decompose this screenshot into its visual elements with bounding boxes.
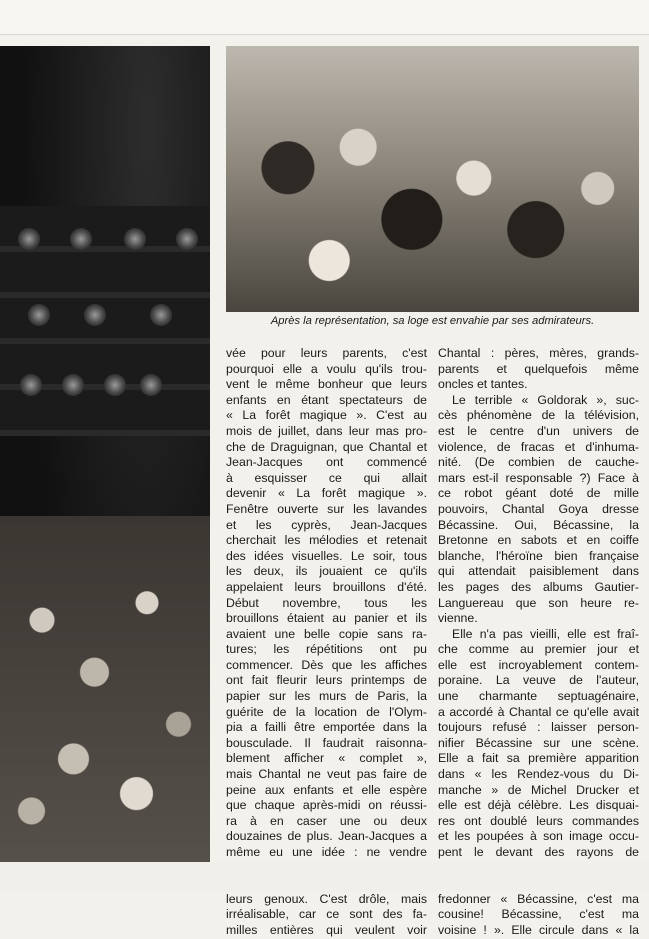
text-line: avaient une belle copie sans ra- bbox=[226, 626, 427, 641]
paragraph bbox=[438, 346, 639, 393]
text-line: pouvoirs, Chantal Goya dresse bbox=[438, 501, 639, 516]
text-line: ce robot géant doté de mille bbox=[438, 486, 639, 501]
paragraph bbox=[438, 393, 639, 627]
text-line: manche » de Michel Drucker et bbox=[438, 782, 639, 797]
text-line: Jean-Jacques ont commencé bbox=[226, 455, 427, 470]
text-line: douzaines de plus. Jean-Jacques a bbox=[226, 829, 427, 844]
text-line: bousculade. Il faudrait raisonna- bbox=[226, 735, 427, 750]
text-line: tures; les répétitions ont pu bbox=[226, 642, 427, 657]
photo-caption: Après la représentation, sa loge est envahie par ses admirateurs. bbox=[270, 315, 595, 327]
text-line: Elle n'a pas vieilli, elle est fraî- bbox=[452, 626, 639, 641]
spotlight-icon bbox=[18, 228, 40, 250]
spotlight-icon bbox=[104, 374, 126, 396]
text-line: vienne. bbox=[438, 611, 478, 626]
text-line: parents et quelquefois même bbox=[438, 361, 639, 376]
text-line: cousine! Bécassine, c'est ma bbox=[438, 907, 639, 922]
text-line: Bécassine. Oui, Bécassine, la bbox=[438, 517, 639, 532]
spotlight-icon bbox=[150, 304, 172, 326]
text-line: milles entières qui veulent voir bbox=[226, 922, 427, 937]
text-line: elle est déjà célèbre. Les disquai- bbox=[438, 798, 639, 813]
text-line: papier sur les murs de Paris, la bbox=[226, 689, 427, 704]
spotlight-icon bbox=[176, 228, 198, 250]
text-line: fredonner « Bécassine, c'est ma bbox=[438, 891, 639, 906]
text-line: leurs genoux. C'est drôle, mais bbox=[226, 891, 427, 906]
admirers-group bbox=[226, 106, 639, 312]
text-line: les pages des albums Gautier- bbox=[438, 579, 639, 594]
text-line: à esquisser ce qui allait bbox=[226, 470, 427, 485]
text-line: a accordé à Chantal ce qu'elle avait bbox=[438, 704, 639, 719]
text-line: poraine. La veuve de l'auteur, bbox=[438, 673, 639, 688]
text-line: et les poupées à son image occu- bbox=[438, 829, 639, 844]
text-line: vée pour leurs parents, c'est bbox=[226, 346, 427, 360]
text-line: elle est incroyablement contem- bbox=[438, 657, 639, 672]
spotlight-icon bbox=[124, 228, 146, 250]
text-line: che de Draguignan, que Chantal et bbox=[226, 439, 427, 454]
text-line: mars est-il responsable ?) Face à bbox=[438, 470, 639, 485]
text-line: des idées visuelles. Le soir, tous bbox=[226, 548, 427, 563]
dressing-room-photo bbox=[226, 46, 639, 312]
text-line: ont fait fleurir leurs printemps de bbox=[226, 673, 427, 688]
text-line: vent le même bonheur que leurs bbox=[226, 377, 427, 392]
text-line: mais Chantal ne veut pas faire de bbox=[226, 767, 427, 782]
text-line: cherchait les mélodies et retenait bbox=[226, 533, 427, 548]
text-line: enfants en étant spectateurs de bbox=[226, 392, 427, 407]
text-line: res ont doublé leurs commandes bbox=[438, 813, 639, 828]
text-line: qui attendait paisiblement dans bbox=[438, 564, 639, 579]
text-line: les deux, ils jouaient ce qu'ils bbox=[226, 564, 427, 579]
text-line: pia a failli être emportée dans la bbox=[226, 720, 427, 735]
text-line: dans « les Rendez-vous du Di- bbox=[438, 767, 639, 782]
text-line: que chaque après-midi on réussi- bbox=[226, 798, 427, 813]
text-line: « La forêt magique ». C'est au bbox=[226, 408, 427, 423]
text-line: irréalisable, car ce sont des fa- bbox=[226, 907, 427, 922]
text-line: peine aux enfants et elle espère bbox=[226, 782, 427, 797]
text-line: violence, de fracas et d'inhuma- bbox=[438, 439, 639, 454]
children-audience bbox=[0, 516, 210, 863]
text-line: nité. (De combien de cauche- bbox=[438, 455, 639, 470]
text-line: mois de juillet, dans leur mas pro- bbox=[226, 423, 427, 438]
spotlight-icon bbox=[62, 374, 84, 396]
page-top-margin bbox=[0, 0, 649, 34]
text-line: Elle a fait sa première apparition bbox=[438, 751, 639, 766]
text-line: brouillons étaient au panier et ils bbox=[226, 611, 427, 626]
spotlight-icon bbox=[70, 228, 92, 250]
text-line: commencer. Dès que les affiches bbox=[226, 657, 427, 672]
text-column-middle bbox=[226, 346, 427, 939]
audience-photo bbox=[0, 46, 210, 863]
spotlight-icon bbox=[140, 374, 162, 396]
text-line: appelaient leurs brouillons d'été. bbox=[226, 579, 427, 594]
text-line: guérite de la location de l'Olym- bbox=[226, 704, 427, 719]
text-line: est le centre d'un univers de bbox=[438, 423, 639, 438]
text-line: ra à en caser une ou deux bbox=[226, 813, 427, 828]
spotlight-icon bbox=[20, 374, 42, 396]
text-line: nifier Bécassine sur une scène. bbox=[438, 735, 639, 750]
stage-lights bbox=[0, 206, 210, 436]
text-column-right bbox=[438, 346, 639, 939]
text-line: et les cyprès, Jean-Jacques bbox=[226, 517, 427, 532]
text-line: pent le devant des rayons de bbox=[438, 845, 639, 859]
text-line: devenir « La forêt magique ». bbox=[226, 486, 427, 501]
text-line: toujours refusé : laisser person- bbox=[438, 720, 639, 735]
text-line: Chantal : pères, mères, grands- bbox=[438, 346, 639, 360]
spotlight-icon bbox=[84, 304, 106, 326]
text-line: blanche, l'héroïne bien française bbox=[438, 548, 639, 563]
text-line: blement afficher « complet », bbox=[226, 751, 427, 766]
text-line: Début novembre, tous les bbox=[226, 595, 427, 610]
text-line: une charmante septuagénaire, bbox=[438, 689, 639, 704]
text-line: cès phénomène de la télévision, bbox=[438, 408, 639, 423]
page-edge-line bbox=[0, 34, 649, 35]
text-line: voisine ! ». Elle circule dans « la bbox=[438, 922, 639, 937]
paragraph bbox=[226, 346, 427, 939]
text-line: oncles et tantes. bbox=[438, 377, 528, 392]
text-line: même eu une idée : ne vendre bbox=[226, 845, 427, 859]
text-line: Fenêtre ouverte sur les lavandes bbox=[226, 501, 427, 516]
text-line: Le terrible « Goldorak », suc- bbox=[452, 392, 639, 407]
text-line: Languereau que son heure re- bbox=[438, 595, 639, 610]
text-line: pourquoi elle a voulu qu'ils trou- bbox=[226, 361, 427, 376]
text-line: che comme au premier jour et bbox=[438, 642, 639, 657]
spotlight-icon bbox=[28, 304, 50, 326]
text-line: Bretonne en sabots et en coiffe bbox=[438, 533, 639, 548]
page-bottom-margin bbox=[0, 862, 649, 892]
